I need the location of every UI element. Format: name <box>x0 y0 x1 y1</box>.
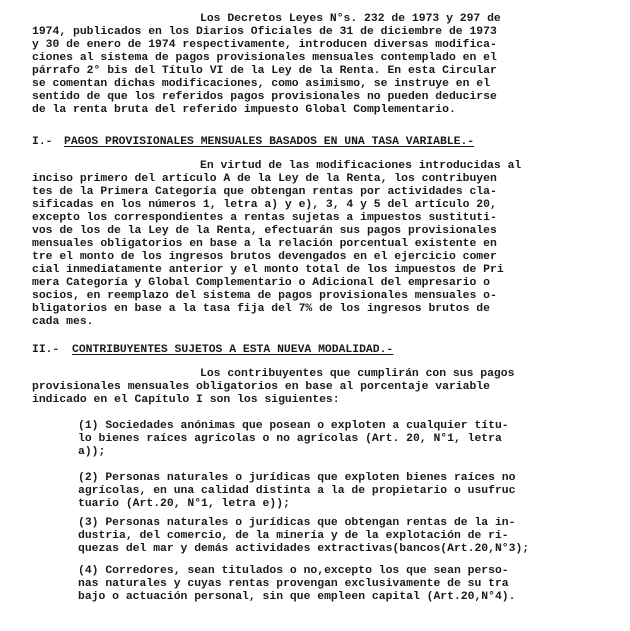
section-2-intro-line: Los contribuyentes que cumplirán con sus pagos <box>200 368 515 380</box>
section-1-line: excepto los correspondientes a rentas sujetas a impuestos sustituti- <box>32 212 497 224</box>
item-line: a)); <box>78 446 106 458</box>
item-line: (2) Personas naturales o jurídicas que exploten bienes raíces no <box>78 472 516 484</box>
item-line: tuario (Art.20, N°1, letra e)); <box>78 498 290 510</box>
section-1-line: tre el monto de los ingresos brutos devengados en el ejercicio comer <box>32 251 497 263</box>
intro-line: párrafo 2° bis del Título VI de la Ley de la Renta. En esta Circular <box>32 65 497 77</box>
section-2-intro-line: provisionales mensuales obligatorios en base al porcentaje variable <box>32 381 490 393</box>
intro-line: sentido de que los referidos pagos provisionales no pueden deducirse <box>32 91 497 103</box>
item-line: nas naturales y cuyas rentas provengan exclusivamente de su tra <box>78 578 509 590</box>
item-line: bajo o actuación personal, sin que empleen capital (Art.20,N°4). <box>78 591 516 603</box>
section-1-line: sificadas en los números 1, letra a) y e), 3, 4 y 5 del artículo 20, <box>32 199 497 211</box>
intro-line: y 30 de enero de 1974 respectivamente, introducen diversas modifica- <box>32 39 497 51</box>
item-line: (4) Corredores, sean titulados o no,excepto los que sean perso- <box>78 565 509 577</box>
item-line: agrícolas, en una calidad distinta a la de propietario o usufruc <box>78 485 516 497</box>
section-1-line: socios, en reemplazo del sistema de pagos provisionales mensuales o- <box>32 290 497 302</box>
item-line: (1) Sociedades anónimas que posean o exploten a cualquier títu- <box>78 420 509 432</box>
section-2-intro-line: indicado en el Capítulo I son los siguientes: <box>32 394 340 406</box>
item-line: (3) Personas naturales o jurídicas que obtengan rentas de la in- <box>78 517 516 529</box>
section-1-number: I.- <box>32 136 53 148</box>
section-1-line: tes de la Primera Categoría que obtengan rentas por actividades cla- <box>32 186 497 198</box>
intro-line: se comentan dichas modificaciones, como asimismo, se instruye en el <box>32 78 490 90</box>
section-2-title: CONTRIBUYENTES SUJETOS A ESTA NUEVA MODALIDAD.- <box>72 344 394 356</box>
section-1-line: mera Categoría y Global Complementario o Adicional del empresario o <box>32 277 490 289</box>
item-line: lo bienes raíces agrícolas o no agrícolas (Art. 20, N°1, letra <box>78 433 502 445</box>
intro-line: ciones al sistema de pagos provisionales mensuales contemplado en el <box>32 52 497 64</box>
section-1-line: cial inmediatamente anterior y el monto total de los impuestos de Pri <box>32 264 504 276</box>
section-1-line: En virtud de las modificaciones introducidas al <box>200 160 522 172</box>
section-1-line: inciso primero del artículo A de la Ley de la Renta, los contribuyen <box>32 173 497 185</box>
section-1-line: bligatorios en base a la tasa fija del 7% de los ingresos brutos de <box>32 303 490 315</box>
section-1-line: vos de los de la Ley de la Renta, efectuarán sus pagos provisionales <box>32 225 497 237</box>
item-line: dustria, del comercio, de la minería y de la explotación de ri- <box>78 530 509 542</box>
section-2-number: II.- <box>32 344 60 356</box>
section-1-title: PAGOS PROVISIONALES MENSUALES BASADOS EN UNA TASA VARIABLE.- <box>64 136 475 148</box>
section-1-line: mensuales obligatorios en base a la relación porcentual existente en <box>32 238 497 250</box>
item-line: quezas del mar y demás actividades extractivas(bancos(Art.20,N°3); <box>78 543 530 555</box>
section-1-line: cada mes. <box>32 316 94 328</box>
intro-line: Los Decretos Leyes N°s. 232 de 1973 y 297 de <box>200 13 501 25</box>
intro-line: 1974, publicados en los Diarios Oficiales de 31 de diciembre de 1973 <box>32 26 497 38</box>
intro-line: de la renta bruta del referido impuesto Global Complementario. <box>32 104 456 116</box>
